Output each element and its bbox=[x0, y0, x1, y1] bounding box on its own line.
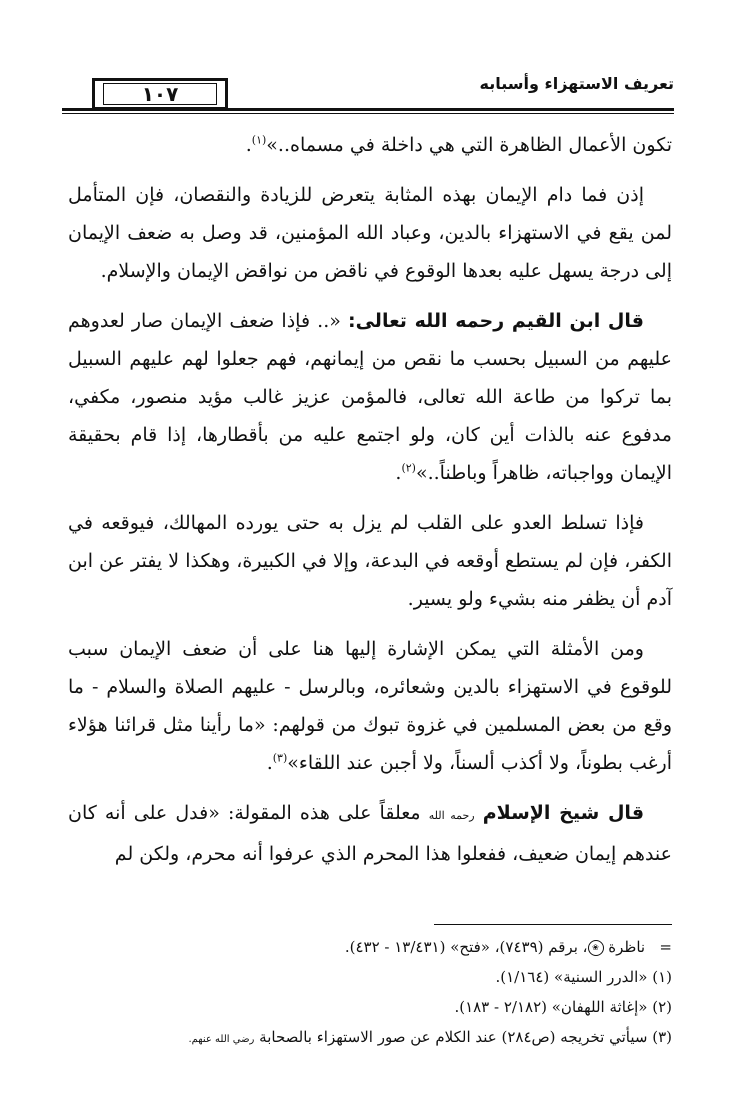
header-rule-thin bbox=[62, 113, 674, 114]
header-rule-thick bbox=[62, 108, 674, 111]
ornamental-seal-icon: ❀ bbox=[588, 940, 604, 956]
footnote-ref-3: (٣) bbox=[272, 751, 288, 765]
footnote-3 bbox=[68, 1022, 672, 1055]
continuation-mark: = bbox=[659, 938, 672, 956]
footnote-3-text: (٣) سيأتي تخريجه (ص٢٨٤) عند الكلام عن صور الاستهزاء بالصحابة bbox=[259, 1028, 672, 1046]
paragraph-6 bbox=[68, 794, 672, 873]
footnote-ref-2: (٢) bbox=[401, 461, 416, 475]
paragraph-2: إذن فما دام الإيمان بهذه المثابة يتعرض للزيادة والنقصان، فإن المتأمل لمن يقع في الاستهزاء بالدين، وعباد الله المؤمنين، قد وصل به ضعف الإيمان إلى درجة يسهل عليه بعدها الوقوع في ناقض من نواقض الإيمان والإسلام. bbox=[68, 184, 672, 282]
footnote-continuation bbox=[68, 932, 672, 962]
paragraph-5: ومن الأمثلة التي يمكن الإشارة إليها هنا على أن ضعف الإيمان سبب للوقوع في الاستهزاء بالدين وشعائره، وبالرسل - عليهم الصلاة والسلام - ما وقع من بعض المسلمين في غزوة تبوك من قولهم: «ما رأينا مثل قرائنا هؤلاء أرغب بطوناً، ولا أكذب ألسناً، ولا أجبن عند اللقاء»$^{(٣)}$. bbox=[68, 638, 672, 774]
page-number: ١٠٧ bbox=[141, 82, 179, 106]
footnote-ref-1: (١) bbox=[251, 133, 267, 147]
seal-label: ناظرة bbox=[608, 938, 646, 956]
footnote-2: (٢) «إغاثة اللهفان» (٢/١٨٢ - ١٨٣). bbox=[454, 998, 672, 1016]
paragraph-3-text: «.. فإذا ضعف الإيمان صار لعدوهم عليهم من السبيل بحسب ما نقص من إيمانهم، فهم جعلوا لهم عليهم السبيل بما تركوا من طاعة الله تعالى، فالمؤمن عزيز غالب مؤيد منصور، مكفي، مدفوع عنه بالذات أين كان، ولو اجتمع عليه من بأقطارها، إذا قام بحقيقة الإيمان وواجباته، ظاهراً وباطناً..» bbox=[68, 310, 673, 484]
paragraph-1-text: تكون الأعمال الظاهرة التي هي داخلة في مسماه..» bbox=[266, 134, 672, 156]
main-text bbox=[68, 126, 672, 885]
paragraph-4: فإذا تسلط العدو على القلب لم يزل به حتى يورده المهالك، فيوقعه في الكفر، فإن لم يستطع أوقعه في البدعة، وإلا في الكبيرة، وهكذا لا يفتر عن ابن آدم أن يظفر منه بشيء ولو يسير. bbox=[68, 512, 672, 610]
page-number-box bbox=[92, 78, 228, 110]
running-title: تعريف الاستهزاء وأسبابه bbox=[479, 74, 674, 93]
footnotes bbox=[68, 932, 672, 1055]
footnote-1: (١) «الدرر السنية» (١/١٦٤). bbox=[495, 968, 672, 986]
continuation-text: ، برقم (٧٤٣٩)، «فتح» (١٣/٤٣١ - ٤٣٢). bbox=[344, 938, 588, 956]
page-number-inner-frame bbox=[103, 83, 217, 105]
footnote-3-honorific: رضي الله عنهم. bbox=[188, 1034, 255, 1045]
paragraph-5-text: ومن الأمثلة التي يمكن الإشارة إليها هنا على أن ضعف الإيمان سبب للوقوع في الاستهزاء بالدين وشعائره، وبالرسل - عليهم الصلاة والسلام - ما وقع من بعض المسلمين في غزوة تبوك من قولهم: «ما رأينا مثل قرائنا هؤلاء أرغب بطوناً، ولا أكذب ألسناً، ولا أجبن عند اللقاء» bbox=[68, 638, 672, 774]
honorific-glyph: رحمه الله bbox=[428, 809, 475, 822]
quote-attribution-shaykh-al-islam: قال شيخ الإسلام bbox=[482, 802, 645, 824]
paragraph-1: تكون الأعمال الظاهرة التي هي داخلة في مسماه..»$^{(١)}$. bbox=[245, 133, 672, 156]
footnote-separator bbox=[434, 924, 672, 925]
paragraph-6-text: معلقاً على هذه المقولة: «فدل على أنه كان عندهم إيمان ضعيف، ففعلوا هذا المحرم الذي عرفوا أنه محرم، ولكن لم bbox=[68, 802, 672, 865]
quote-attribution-ibn-qayyim: قال ابن القيم رحمه الله تعالى: bbox=[347, 310, 644, 332]
page-header bbox=[62, 72, 674, 112]
paragraph-3: قال ابن القيم رحمه الله تعالى: «.. فإذا ضعف الإيمان صار لعدوهم عليهم من السبيل بحسب ما نقص من إيمانهم، فهم جعلوا لهم عليهم السبيل بما تركوا من طاعة الله تعالى، فالمؤمن عزيز غالب مؤيد منصور، مكفي، مدفوع عنه بالذات أين كان، ولو اجتمع عليه من بأقطارها، إذا قام بحقيقة الإيمان وواجباته، ظاهراً وباطناً..»$^{(٢)}$. bbox=[68, 310, 673, 484]
